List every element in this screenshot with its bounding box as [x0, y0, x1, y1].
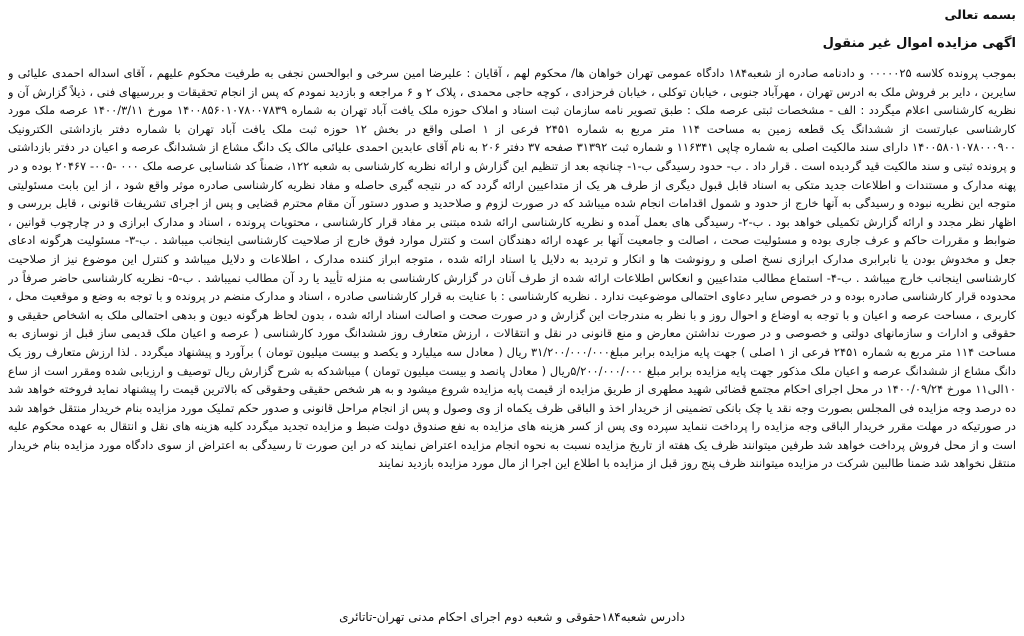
bismillah-heading: بسمه تعالی — [944, 7, 1016, 22]
court-signature: دادرس شعبه۱۸۴حقوقی و شعبه دوم اجرای احکام مدنی تهران-تاتائری — [339, 610, 685, 624]
notice-title: اگهی مزایده اموال غیر منقول — [822, 36, 1016, 51]
notice-body: بموجب پرونده کلاسه ۰۰۰۰۰۲۵ و دادنامه صادره از شعبه۱۸۴ دادگاه عمومی تهران خواهان ها/ محکوم لهم ، آقایان : علیرضا امین سرخی و ابوالحسن نجفی به طرفیت محکوم علیهم ، آقای اسداله احمدی علیائی و سایرین ، دایر بر فروش ملک به ادرس تهران ، مهرآباد جنوبی ، خیابان توکلی ، خیابان فرحزادی ، کوچه حاجی محمدی ، پلاک ۲ و ۶ مراجعه و بازدید نمودم که پس از انجام تحقیقات و بررسیهای فنی ، ذیلاً گزارش آن و نظریه کارشناسی اعلام میگردد : الف - مشخصات ثبتی عرصه ملک : طبق تصویر نامه سازمان ثبت اسناد و املاک حوزه ملک یافت آباد تهران به شماره ۱۴۰۰۸۵۶۰۱۰۷۸۰۰۷۸۳۹ مورخ ۱۴۰۰/۳/۱۱ عرصه ملک مورد کارشناسی عبارتست از ششدانگ یک قطعه زمین به مساحت ۱۱۴ متر مربع به شماره ۲۴۵۱ فرعی از ۱ اصلی واقع در بخش ۱۲ حوزه ثبت ملک یافت آباد تهران با شماره دفتر بازداشتی الکترونیک ۱۴۰۰۵۸۰۱۰۷۸۰۰۰۹۰۰ دارای سند مالکیت اصلی به شماره چاپی ۱۱۶۳۴۱ و شماره ثبت ۳۱۳۹۲ صفحه ۳۷ دفتر ۲۰۶ به نام آقای عابدین احمدی علیائی مالک یک دانگ مشاع از ششدانگ عرصه و اعیان در دفتر بازداشتی و پرونده ثبتی و سند مالکیت قید گردیده است . قرار داد . ب- حدود رسیدگی ب-۱- چنانچه بعد از تنظیم این گزارش و ارائه نظریه کارشناسی به شعبه ۱۲۲، ضمناً کد شناسایی عرصه ملک ۰۰۰ -۰۰۵- ۲۰۴۶۷ بوده و در پهنه مدارک و مستندات و اطلاعات جدید متکی به اسناد قابل قبول دیگری از طرف هر یک از متداعیین ارائه گردد که در نتیجه گیری حاصله و مفاد نظریه کارشناسی صادره موثر واقع شود ، از این بابت مسئولیتی متوجه این نظریه نبوده و رسیدگی به آنها خارج از حدود و شمول اقدامات انجام شده میباشد که در صورت لزوم و صلاحدید و صدور دستور آن مقام محترم قضایی و پس از اجرای تشریفات قانونی ، قابل بررسی و اظهار نظر مجدد و ارائه گزارش تکمیلی خواهد بود . ب-۲- رسیدگی های بعمل آمده و نظریه کارشناسی ارائه شده مبتنی بر مفاد قرار کارشناسی ، محتویات پرونده ، اسناد و مدارک ابرازی و در چارچوب قوانین ، ضوابط و مقررات حاکم و عرف جاری بوده و مسئولیت صحت ، اصالت و جامعیت آنها بر عهده ارائه دهندگان است و کنترل موارد فوق خارج از صلاحیت کارشناسی اینجانب میباشد . ب-۳- مسئولیت هرگونه ادعای جعل و مخدوش بودن یا نابرابری مدارک ابرازی نسخ اصلی و رونوشت ها و انکار و تردید به دلایل یا اسناد ارائه شده ، متوجه ابراز کننده مدارک ، اطلاعات و دلایل میباشد و کنترل این موضوع نیز از صلاحیت کارشناسی اینجانب خارج میباشد . ب-۴- استماع مطالب متداعیین و انعکاس اطلاعات ارائه شده از طرف آنان در گزارش کارشناسی به منزله تأیید یا رد آن مطالب نمیباشد . ب-۵- نظریه کارشناسی حاضر صرفاً در محدوده قرار کارشناسی صادره بوده و در خصوص سایر دعاوی احتمالی موضوعیت ندارد . نظریه کارشناسی : با عنایت به قرار کارشناسی صادره ، اسناد و مدارک منضم در پرونده و با توجه به وضع و موقعیت محل ، کاربری ، مساحت عرصه و اعیان و با توجه به اوضاع و احوال روز و با نظر به مندرجات این گزارش و در صورت صحت و اصالت اسناد ارائه شده ، بدون لحاظ هرگونه دیون و بدهی احتمالی ملک به اشخاص حقیقی و حقوقی و ادارات و سازمانهای دولتی و خصوصی و در صورت نداشتن معارض و منع قانونی در نقل و انتقالات ، ارزش متعارف روز ششدانگ مورد کارشناسی ( عرصه و اعیان ملک قدیمی ساز قبل از نوسازی به مساحت ۱۱۴ متر مربع به شماره ۲۴۵۱ فرعی از ۱ اصلی ) جهت پایه مزایده برابر مبلغ۳۱/۲۰۰/۰۰۰/۰۰۰ ریال ( معادل سه میلیارد و یکصد و بیست میلیون تومان ) برآورد و پیشنهاد میگردد . لذا ارزش متعارف روز یک دانگ مشاع از ششدانگ عرصه و اعیان ملک مذکور جهت پایه مزایده برابر مبلغ ۵/۲۰۰/۰۰۰/۰۰۰ریال ( معادل پانصد و بیست میلیون تومان ) میباشدکه به شرح گزارش ریال توصیف و ارزیابی شده ومقرر است از ساع ۱۰الی۱۱ مورخ ۱۴۰۰/۰۹/۲۴ در محل اجرای احکام مجتمع قضائی شهید مطهری از طریق مزایده از قیمت پایه مزایده شروع میشود و به هر شخص حقیقی وحقوقی که بالاترین قیمت را پیشنهاد نماید فروخته خواهد شد ده درصد وجه مزایده فی المجلس بصورت وجه نقد یا چک بانکی تضمینی از خریدار اخذ و الباقی ظرف یکماه از وی وصول و پس از انجام مراحل قانونی و صدور حکم تملیک مورد مزایده بنام خریدار منتقل خواهد شد در صورتیکه در مهلت مقرر خریدار الباقی وجه مزایده را پرداخت ننماید سپرده وی پس از کسر هزینه های مزایده به نفع صندوق دولت ضبط و مزایده تجدید میگردد کلیه هزینه های نقل و انتقال به عهده محکوم علیه است و از محل فروش پرداخت خواهد شد طرفین میتوانند ظرف یک هفته از تاریخ مزایده نسبت به نحوه انجام مزایده اعتراض نمایند که در این صورت تا رسیدگی به اعتراض از سوی دادگاه مورد مزایده بنام خریدار منتقل نخواهد شد ضمنا طالبین شرکت در مزایده میتوانند ظرف پنج روز قبل از مزایده با اطلاع این اجرا از مال مورد مزایده بازدید نمایند — [8, 66, 1016, 471]
